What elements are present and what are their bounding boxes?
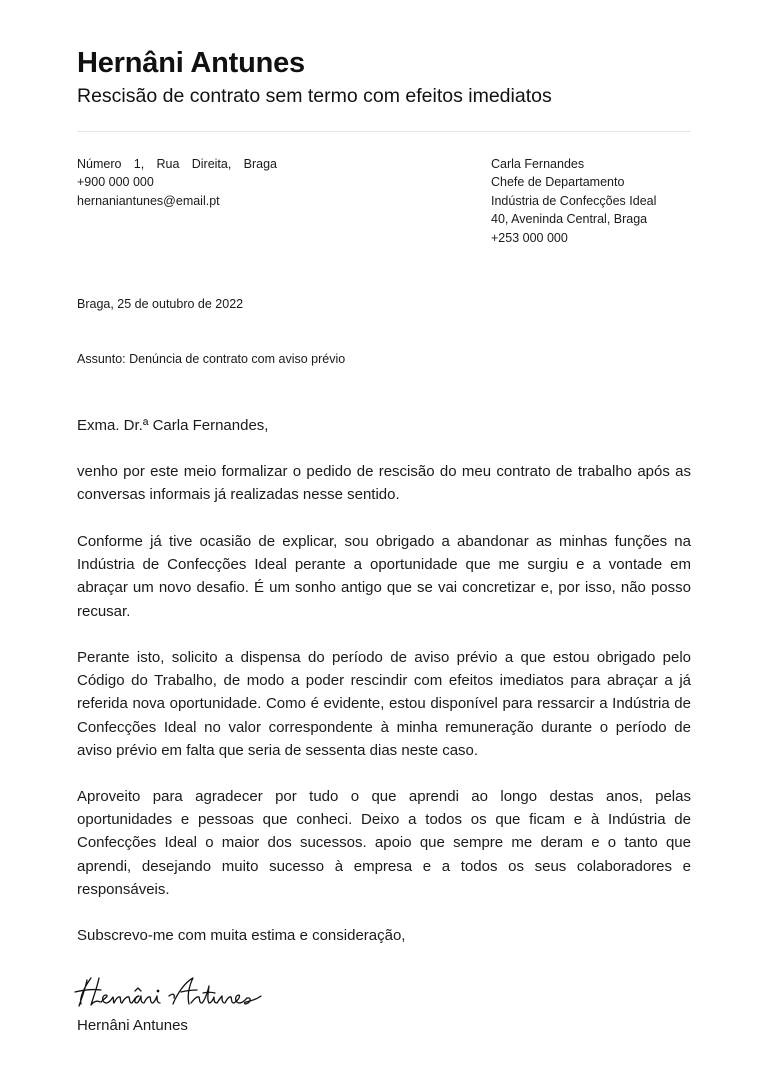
recipient-address: 40, Aveninda Central, Braga (491, 212, 648, 227)
recipient-phone: +253 000 000 (491, 230, 568, 245)
letter-paragraph: venho por este meio formalizar o pedido de rescisão do meu contrato de trabalho após as conversas informais já realizadas nesse sentido. (77, 463, 691, 504)
letter-paragraph: Perante isto, solicito a dispensa do período de aviso prévio a que estou obrigado pelo Código do Trabalho, de modo a poder rescindir com efeitos imediatos para abraçar a já referida nova oportunidade. Como é evidente, estou disponível para ressarcir a Indústria de Confecções Ideal no valor correspondente à minha remuneração durante o período de aviso prévio em falta que seria de sessenta dias neste caso. (77, 649, 691, 759)
recipient-role: Chefe de Departamento (491, 175, 625, 190)
handwritten-signature (73, 972, 293, 1012)
letter-subject: Assunto: Denúncia de contrato com aviso prévio (77, 352, 346, 366)
letter-paragraph: Aproveito para agradecer por tudo o que aprendi ao longo destas anos, pelas oportunidades e pessoas que conheci. Deixo a todos os que ficam e à Indústria de Confecções Ideal o maior dos sucessos. apoio que sempre me deram e o tanto que aprendi, desejando muito sucesso à empresa e a todos os seus colaboradores e responsáveis. (77, 788, 691, 898)
signed-name: Hernâni Antunes (77, 1017, 188, 1034)
letter-paragraph: Conforme já tive ocasião de explicar, sou obrigado a abandonar as minhas funções na Indústria de Confecções Ideal perante a oportunidade que me surgiu e a vontade em abraçar um novo desafio. É um sonho antigo que se vai concretizar e, por isso, não posso recusar. (77, 533, 691, 620)
header-divider (77, 131, 691, 132)
sender-phone: +900 000 000 (77, 175, 154, 190)
sender-name-heading: Hernâni Antunes (77, 47, 305, 79)
letter-subtitle: Rescisão de contrato sem termo com efeitos imediatos (77, 85, 552, 107)
sender-email: hernaniantunes@email.pt (77, 193, 220, 208)
letter-closing: Subscrevo-me com muita estima e consideração, (77, 927, 406, 944)
recipient-contact-block (491, 155, 691, 247)
sender-contact-block (77, 155, 277, 210)
sender-address: Número 1, Rua Direita, Braga (77, 157, 277, 171)
letter-date: Braga, 25 de outubro de 2022 (77, 297, 244, 311)
recipient-company: Indústria de Confecções Ideal (491, 193, 657, 208)
letter-greeting: Exma. Dr.ª Carla Fernandes, (77, 417, 269, 434)
recipient-name: Carla Fernandes (491, 157, 585, 171)
